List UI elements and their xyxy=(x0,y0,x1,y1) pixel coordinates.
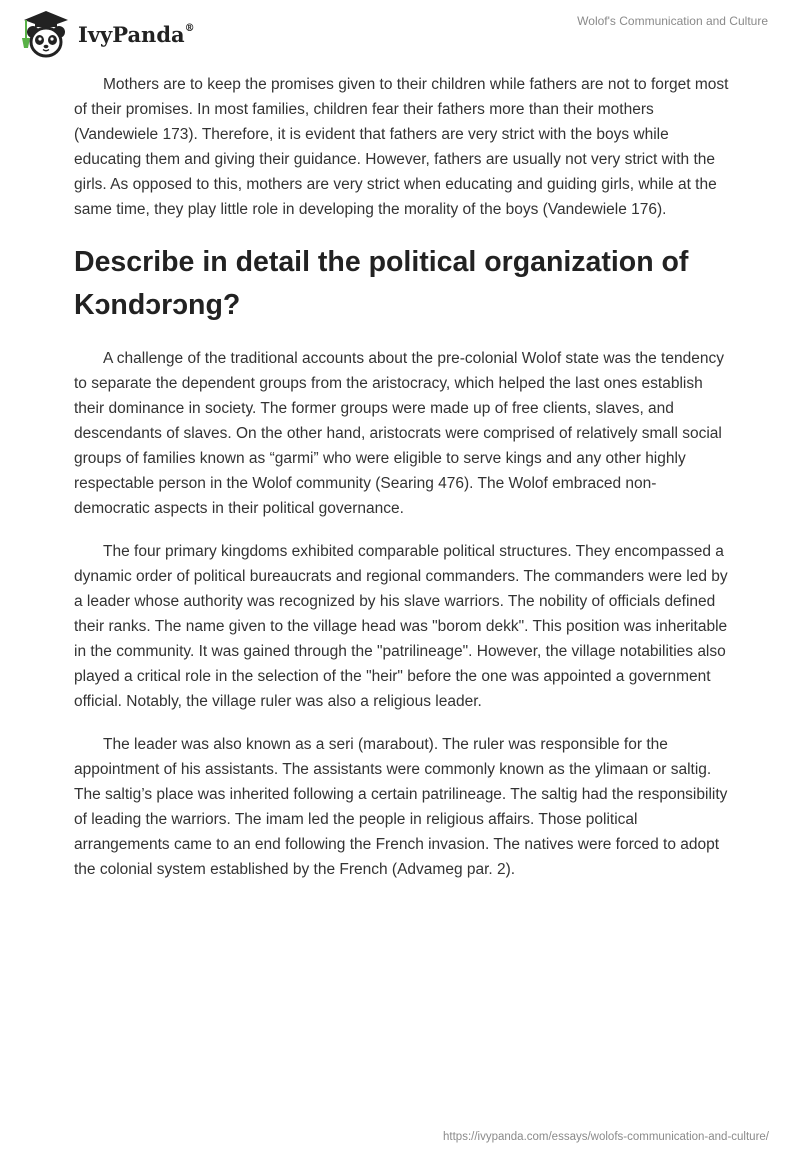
document-title: Wolof's Communication and Culture xyxy=(577,14,768,28)
essay-content xyxy=(74,72,730,900)
source-url[interactable]: https://ivypanda.com/essays/wolofs-communication-and-culture/ xyxy=(443,1131,769,1143)
paragraph-1: Mothers are to keep the promises given to their children while fathers are not to forget most of their promises. In most families, children fear their fathers more than their mothers (Vandewiele 173). Therefore, it is evident that fathers are very strict with the boys while educating them and giving their guidance. However, fathers are usually not very strict with the girls. As opposed to this, mothers are very strict when educating and guiding girls, while at the same time, they play little role in developing the morality of the boys (Vandewiele 176). xyxy=(74,76,729,218)
ivypanda-logo[interactable] xyxy=(16,8,195,58)
paragraph-3: The four primary kingdoms exhibited comparable political structures. They encompassed a dynamic order of political bureaucrats and regional commanders. The commanders were led by a leader whose authority was recognized by his slave warriors. The nobility of officials defined their ranks. The name given to the village head was "borom dekk". This position was inheritable in the community. It was gained through the "patrilineage". However, the village notabilities also played a critical role in the selection of the "heir" before the one was appointed a government official. Notably, the village ruler was also a religious leader. xyxy=(74,543,728,710)
registered-mark: ® xyxy=(184,22,195,34)
paragraph-2: A challenge of the traditional accounts about the pre-colonial Wolof state was the tendency to separate the dependent groups from the aristocracy, which helped the last ones establish their dominance in society. The former groups were made up of free clients, slaves, and descendants of slaves. On the other hand, aristocrats were comprised of relatively small social groups of families known as “garmi” who were eligible to serve kings and any other highly respectable person in the Wolof community (Searing 476). The Wolof embraced non-democratic aspects in their political governance. xyxy=(74,350,724,517)
section-heading: Describe in detail the political organization of Kɔndɔrɔng? xyxy=(74,246,689,321)
panda-graduate-icon xyxy=(16,8,74,58)
paragraph-4: The leader was also known as a seri (marabout). The ruler was responsible for the appointment of his assistants. The assistants were commonly known as the ylimaan or saltig. The saltig’s place was inherited following a certain patrilineage. The saltig had the responsibility of leading the warriors. The imam led the people in religious affairs. Those political arrangements came to an end following the French invasion. The natives were forced to adopt the colonial system established by the French (Advameg par. 2). xyxy=(74,736,728,878)
page-header xyxy=(0,0,800,70)
brand-name: IvyPanda® xyxy=(78,21,195,47)
